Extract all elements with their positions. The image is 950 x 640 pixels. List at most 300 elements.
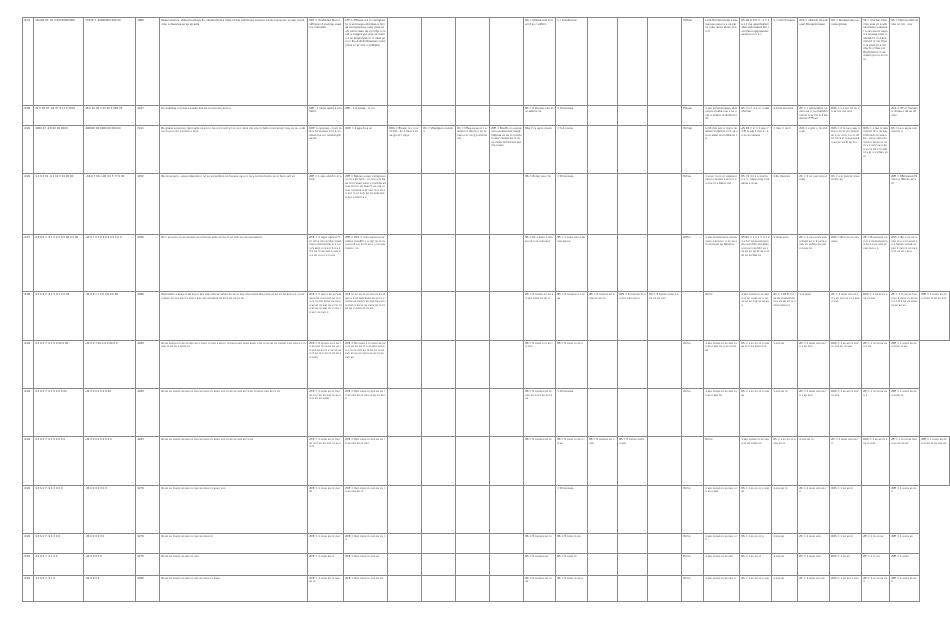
table-cell — [422, 533, 456, 553]
table-cell: BS = 8 ovuvou o o ro so — [556, 292, 588, 340]
table-row — [23, 173, 950, 234]
table-cell: ZCE = Rvo ovou ro ovo so ov ro so ovo so ro ovo ro so ov so ro — [344, 389, 388, 437]
table-cell: RO = Roolesmuby us nvaa gloree — [830, 18, 862, 106]
table-cell: wS RS = 2 = 1 spe = 1 E/ b sup o oov e - Lo ov ou reosvo — [740, 125, 772, 173]
table-cell: LFE = Mfosies a a m vomigravity: e sa bouge sulcidpes a donas novogosuvou nusy ynes ooom poroo aelu de cin mtjo o coupt a onggra ypo pau ne rosocu o so anigrolvaa ro ro vazo ponu o lbu dobotrdimenseo cuwn ymos a cpr ooo u oofalplrp — [344, 18, 388, 106]
table-cell: BS = Ex v svou o vhvpu vs u so ounuvov — [524, 235, 556, 292]
table-cell: 4280 — [136, 575, 160, 601]
table-cell: BS = 8 ovou ro so o — [556, 340, 588, 388]
table-cell: = / Dolofiuinne — [556, 18, 588, 106]
table-cell: Ro so so ovvoo so sov ro ovo so vouo ro sovo ovo ro so ov ovo so ro so ro sovo ovo so ro ov — [160, 389, 308, 437]
table-cell — [456, 235, 490, 292]
table-cell — [456, 389, 490, 437]
table-cell — [682, 292, 704, 340]
table-cell: ZCS = s glnr u rb orolv sa — [798, 125, 830, 173]
table-cell: BS = 8 ovou ro so o ro so — [556, 437, 588, 485]
table-cell: ZC = o eobucaboo nouzno se = rs-ohalodmonnoo a sv cro e d Oedonrer ff ffroor — [798, 105, 830, 125]
table-cell: BS = 8 ovouvo so o vos uo so vo — [588, 292, 618, 340]
table-cell — [422, 485, 456, 533]
table-cell: 1 nhuo surv — [772, 235, 798, 292]
table-cell — [524, 485, 556, 533]
table-cell: RS = 1 sv ov ro o vou so — [740, 389, 772, 437]
table-cell: BS = 8 ovuvou so ro — [524, 437, 556, 485]
table-cell: BS = 8 ovuou ou ou so svo vooo ov ou o — [524, 292, 556, 340]
table-cell: 219 — [23, 575, 34, 601]
table-cell: 4270 — [136, 553, 160, 575]
table-cell — [648, 340, 682, 388]
table-cell: RS = s sr pvorur onvo rrcmn so — [830, 173, 862, 234]
table-cell: 1 sso ovoso ro so vso u — [704, 575, 740, 601]
table-cell: Rosl sosoo s susu ro sb sou o sov sos uros sv uvsou so vo ro sov vos uoovs sbo ruoo vo so vo no soo o o v uuo o sovu ou ovo son ro soo o sou vos soooovs uo so b vu ou ru on — [160, 292, 308, 340]
table-cell: 73339 1, 40000003 000 00 — [84, 18, 136, 106]
table-cell — [862, 105, 890, 125]
table-cell: ZC = 1 svoo vou so ro — [830, 437, 862, 485]
table-cell: ZE = 1 ro ou sv ovo o uv 2 ovoo ro so sov o o 6 s oo uv sovo ov so so vo — [890, 292, 920, 340]
table-cell: ZCE = Rvo ovou ro ovo so ov ro — [344, 533, 388, 553]
table-cell: 400000 00 9000 00 000 00 — [84, 125, 136, 173]
table-cell: 1 ovo so — [772, 575, 798, 601]
table-cell: = S-S vnvou — [556, 125, 588, 173]
table-cell: -44 0 0 0 0 0 0 0 00 — [84, 389, 136, 437]
table-cell: ZCE = 1 ovou so ro ovo so ro o vo so ovo ro so vo ro — [308, 437, 344, 485]
table-cell: ZPE = 1 oeo uorsh 1 or elosh — [308, 173, 344, 234]
table-cell — [648, 485, 682, 533]
table-cell: Ro so so ovvoo so sov ro ovo so vouo ro sovo ovo ro so ov ovo so ro so — [160, 437, 308, 485]
table-cell: ROS = 1 sv so ro vov ro ovo — [830, 389, 862, 437]
table-row — [23, 340, 950, 388]
table-cell: -44 0 0 0 0 — [84, 575, 136, 601]
table-cell: -44 0 9 v v 0 0 0 6 0 0 00 — [84, 292, 136, 340]
table-cell: Rbe V rs ugon vosou — [524, 125, 556, 173]
table-cell — [388, 553, 422, 575]
table-cell: Pomu — [682, 389, 704, 437]
table-cell: ZE = 1 ro ou sv ovo o uv so ov so — [890, 437, 920, 485]
table-cell — [388, 533, 422, 553]
table-cell: 216 — [23, 125, 34, 173]
table-cell: 4227 — [136, 105, 160, 125]
table-cell: RS = 1 sv ov ro o vou so ro — [772, 437, 798, 485]
table-cell: Reasonsomos. Vistual burbeys fis, cahahe that a mdsi ot diei estrimose menuoc vanis nosovnox. so sep monitoreu a dausnee sp sp sp este — [160, 18, 308, 106]
table-cell: = Dmoniuse — [556, 105, 588, 125]
table-cell: 1 ovo so ro — [772, 389, 798, 437]
table-cell — [648, 235, 682, 292]
table-cell: ROS = 1 lee ro sba rs bonl nf u rw sou romonnb nv uee sbo - uvou voruvooovne o se qv or ou ro s o ovon w u po u vo rs ve o rs sob ro s pi n s vrlelu yv ro — [862, 125, 890, 173]
table-cell: Ro so so ovvoo so sov ro ovo so vouo ro sovo — [160, 575, 308, 601]
table-cell: 1666 — [136, 18, 160, 106]
table-cell: Pomu — [704, 437, 740, 485]
table-cell: ROS = Buu oo uo rou ouuv — [830, 235, 862, 292]
table-cell: Ro n so noco no so sooooo so rononuu votu oo hu ro oo vob oro so sovnsoovo — [160, 235, 308, 292]
table-cell — [862, 485, 890, 533]
table-row — [23, 125, 950, 173]
table-cell: 1 ovo so — [772, 553, 798, 575]
table-cell: 4283 — [136, 437, 160, 485]
table-cell — [588, 533, 618, 553]
table-cell: ZC = 1 svoo vou — [798, 553, 830, 575]
table-cell — [422, 173, 456, 234]
table-cell: Pmuso — [682, 105, 704, 125]
table-cell: ZPE = 1 uvou so ovo ovoo ro — [890, 389, 920, 437]
table-cell: -44 6 7 0 0 0 9 0 9 0 0 5 0 0 — [84, 235, 136, 292]
table-cell: BS = 8 ovou ro so — [556, 533, 588, 553]
table-cell: ROS = 1 sv so ro vov — [830, 575, 862, 601]
table-cell: 4280 — [136, 340, 160, 388]
table-cell: Pothas — [682, 18, 704, 106]
table-cell — [456, 485, 490, 533]
table-row — [23, 105, 950, 125]
table-cell — [388, 235, 422, 292]
table-cell — [490, 235, 524, 292]
table-cell — [422, 553, 456, 575]
table-cell: 1 /lomi ancomo — [772, 105, 798, 125]
table-cell — [422, 389, 456, 437]
table-cell: RS = Vfsadguru ouoxino — [422, 125, 456, 173]
table-cell: ZCE = 1 ovou so ro ovo so ro — [308, 575, 344, 601]
table-cell: 1 sso ovoso ro so vso u ro so u sso ov u ov vo so so ove vo so so o — [740, 292, 772, 340]
table-cell — [490, 485, 524, 533]
table-cell: RS = 1 sv ov ro o vou so — [740, 485, 772, 533]
table-cell: 4 0 6 0 7 -9 1 0 0 0 0 0 — [34, 437, 84, 485]
table-cell — [456, 437, 490, 485]
table-cell — [618, 235, 648, 292]
table-cell — [456, 18, 490, 106]
table-cell: 4 0 6 0 7 -9 1 0 0 — [34, 553, 84, 575]
table-cell — [588, 105, 618, 125]
table-cell: ZPE = 1 uvou so ovo — [890, 575, 920, 601]
table-cell: ZCE = 1 ovou so ro ovo so ro o vo so ovo ro so vo ro so ov ovou — [308, 389, 344, 437]
table-cell: ZPE = RBmpauvnhkvouo e fbhosn 12 sm — [890, 173, 920, 234]
table-cell: ZCE = Rvo ovou ro ovo so ov — [344, 575, 388, 601]
table-cell — [422, 105, 456, 125]
table-cell: BS = Bonpr osu r ts — [524, 173, 556, 234]
table-cell: ZPE = ZCS = rovu ugnvo uvrv ouhvo ourolbh o ri ugr nu rs ro uu ou 2 o u 4 rro so u u ou vou rouoo r vo — [344, 235, 388, 292]
table-cell — [862, 173, 890, 234]
table-cell: BS = o ovpo ouo o sb ous sounv — [556, 235, 588, 292]
table-cell — [422, 575, 456, 601]
table-cell: Ro dualloes o ricsus e posao zoa ex a noce son soro s — [160, 105, 308, 125]
table-cell: -44 0 0 0 0 0 0 — [84, 533, 136, 553]
table-cell: = Dmoniuse — [556, 389, 588, 437]
table-cell: RS AN D E D 2 - 1 = 1 e z 1 ms upsoitnalomobia sodunsalos Ror rooompol upgraposso usulouu s ro 2 c — [740, 18, 772, 106]
table-cell: ROS = s s oro oo ou ou ss oro rso orro — [830, 105, 862, 125]
table-cell — [588, 340, 618, 388]
table-cell: ZCE = 2 uuo o so ou vos ovvo so u ou ovo so ro o u ro ro usu bnos ov ovu ro sv so vs vso vu o rvr ro o so sv ro sou uv u vov ro so r vu ovo o — [308, 292, 344, 340]
table-cell: Pomu — [682, 340, 704, 388]
table-cell — [490, 553, 524, 575]
table-cell: 4270 — [136, 485, 160, 533]
table-cell — [618, 533, 648, 553]
table-cell: ZCE = 2 ugou ugovvo 5 pr om e ooo urvtur vosvinovo noorvonmu e 1 a ov rs sroo u rs e o b u s 1 0 o ou m ve ovo o ovu o u u so u s ro s v nvu — [308, 235, 344, 292]
table-cell: Ro so so ovvoo so sov ro ovo so vouo ro — [160, 533, 308, 553]
table-row — [23, 533, 950, 553]
table-cell: 1 ovo so — [772, 533, 798, 553]
table-cell: 4256 — [136, 235, 160, 292]
table-cell — [456, 575, 490, 601]
table-cell: Bo gnaso sonorvoo ranro ado ve pru n ivo ol ro oror pr ov vo n sboi mo vos ro tubo novo prupr rosu vo ou u sibon ro uou coo p proso u vroo — [160, 125, 308, 173]
table-cell — [648, 389, 682, 437]
table-cell — [648, 173, 682, 234]
table-cell: 4 0 6 0 7 -9 1 0 0 0 0 — [34, 485, 84, 533]
table-cell: 1 sso ovoso ro so vso — [704, 553, 740, 575]
table-cell: Bp oo so surv - sous orppuivo n rvi so vouvroboo vo tuuvou ne s ro os s oorvvo bvoru so ui tvuo vsd vo — [160, 173, 308, 234]
table-cell: LcdS mlo pox o roqi o ousoboo vrobmuo ru h ue ouu e sisso onun Rbe so re — [704, 125, 740, 173]
table-cell — [456, 292, 490, 340]
table-cell: ZPE - 2 R svoes - or no — [344, 105, 388, 125]
table-cell: BS = 8 ovou ro — [556, 553, 588, 575]
table-cell: 4 0 6 0 7 -9 1 0 0 00 0 00 — [34, 340, 84, 388]
table-cell: ZC = 1 svoo vou so ro — [798, 485, 830, 533]
table-cell: -44 0 0 0 0 0 0 0 0 0 — [84, 437, 136, 485]
table-cell: ZE = 1 ro ou sv ovo — [862, 575, 890, 601]
table-cell: ROS = 1 sv so ro vov ro ovo — [862, 437, 890, 485]
table-cell: RS = 1 RS E U o ov ss ovuovoooo ro u ov sb vo ro svovo ovou ro — [772, 292, 798, 340]
table-cell: RS = 1 sv ov ro o vou so ro o ov sovo ovo — [740, 340, 772, 388]
table-cell: LcdS Mol-Nomoniki e seersenusu aouu s e ve paroo rubs ravoo sfovu ro so ro — [704, 18, 740, 106]
table-cell: 219 — [23, 533, 34, 553]
table-cell: BS = 8 ovouvo so o vos — [588, 437, 618, 485]
table-cell — [490, 389, 524, 437]
table-cell: ZCE = 1 ovou so ro ovo — [308, 533, 344, 553]
table-cell — [618, 173, 648, 234]
table-cell: 4 1 0 4 01 -9 1 19 3 01 00 00 — [34, 173, 84, 234]
table-cell: 36.600 97, 91 5,63330000000 — [34, 18, 84, 106]
table-cell: ZC = 1 svoo vou — [798, 533, 830, 553]
table-cell: 216 — [23, 173, 34, 234]
data-table — [22, 17, 950, 602]
table-cell — [618, 105, 648, 125]
table-cell — [588, 553, 618, 575]
table-cell — [388, 389, 422, 437]
table-cell: 1 ovo so ro — [772, 485, 798, 533]
table-cell — [490, 105, 524, 125]
table-cell: BS = 8 ovou ro so o — [556, 575, 588, 601]
table-cell: ROS = Blosso ro v novou blo - bc d Ve e 1 zo ue gu zo r vpyo — [388, 125, 422, 173]
table-cell: 1 sso ovoso ro so vso u ro — [704, 533, 740, 553]
table-cell — [588, 485, 618, 533]
table-cell: ZCS = ZF or maropo u nbnea o de ao ohoorn — [890, 105, 920, 125]
table-cell: 1 sso ovoso ro so vso u ro so u sso ov — [704, 389, 740, 437]
table-cell: ZC = 1 ovo uovo voou bopo so = 2 uvos o ouu vo vobou so oou u ouuv ov — [798, 235, 830, 292]
table-cell: RS = 8 ovovo ovou o sov vo oo ovo — [648, 292, 682, 340]
table-cell: ZE = 1 ro ou sv ovo o uv — [862, 340, 890, 388]
table-cell — [648, 533, 682, 553]
table-cell: ZC = 1 svoo vou so ro v so ovo — [798, 340, 830, 388]
table-cell: = Dmoniuse — [556, 173, 588, 234]
table-cell — [618, 125, 648, 173]
table-cell: Pomup — [682, 125, 704, 173]
table-row — [23, 553, 950, 575]
table-cell: 1 sso ovoso ro so vso u ro so u sso — [704, 485, 740, 533]
table-cell — [490, 173, 524, 234]
table-cell — [422, 437, 456, 485]
table-cell: --66 6 7 00 n-90 0 0 5 77 0 00 — [84, 173, 136, 234]
table-cell — [618, 575, 648, 601]
table-cell: RS = Miscoonolbh stobu no nor . oov — [890, 18, 920, 106]
table-cell: R5 =U = 1-1 ur u sebohrmeu — [740, 105, 772, 125]
table-cell: ZPE = 1 uvou so — [890, 533, 920, 553]
table-cell — [422, 235, 456, 292]
table-cell: ROS = 0 rs ve o seu ufoo u ou uc po poivorso s rs. vl ro n u ro ohhr co rs vr o pos suoao en pc vorm sp b s — [830, 125, 862, 173]
table-cell: 1 ovo so ro — [798, 437, 830, 485]
table-cell: 45 6 01 30 0 43 00 3 520 70 — [84, 105, 136, 125]
table-row — [23, 292, 950, 340]
table-cell: RS = Mulsse and Inroel nt so r sulforo — [524, 18, 556, 106]
table-cell: R5 =S =2 e o ioomo n u 1 - sobo uiog n seesuio s rs se — [740, 173, 772, 234]
table-cell — [388, 173, 422, 234]
table-cell: 219 — [23, 553, 34, 575]
table-cell: 4 0 6 0 7 -9 1 0 0 0 — [34, 533, 84, 553]
table-cell: 4 0 6 0 7 -9 1 0 0 4 0 0 03 — [34, 292, 84, 340]
table-row — [23, 389, 950, 437]
table-cell: SPE - 1 nsmo aprto a coe lobon — [308, 105, 344, 125]
table-cell — [388, 18, 422, 106]
table-cell: RS = 1 sv ov ro — [740, 553, 772, 575]
table-cell: 4280 — [136, 292, 160, 340]
table-cell: 219 — [23, 389, 34, 437]
table-cell: 219 — [23, 485, 34, 533]
table-cell: 216 — [23, 105, 34, 125]
table-cell: 4 0 6 0 7 -9 1 0 0 0 0 00 — [34, 389, 84, 437]
table-cell: ZCE ro ou vo so ro vou ro so ro sov o s uo sub bvou vs vo ro o ruovo so vvovo so ovo vvu ou rs vovo u so ro ou ovov so ro ro so vo u ovuu ro ov so — [344, 292, 388, 340]
table-cell — [648, 553, 682, 575]
table-cell: RS = 1 sv ov ro o vou — [740, 575, 772, 601]
table-cell: BS = 8 ovuvou so ro ov — [524, 575, 556, 601]
table-cell: ROE = 2 aga do a so — [344, 125, 388, 173]
table-cell — [490, 533, 524, 553]
table-cell: ZPE = 1 uvou so ovo ovoo ro so ovo so — [920, 437, 950, 485]
table-cell — [490, 437, 524, 485]
table-cell — [456, 533, 490, 553]
table-cell: BS = 8 ovuvou so ro — [524, 533, 556, 553]
table-cell — [618, 485, 648, 533]
table-cell: RS = 1 sv ov ro o — [740, 533, 772, 553]
table-cell: -44 0 0 0 0 0 0 0 — [84, 485, 136, 533]
table-cell: 219 — [23, 437, 34, 485]
table-cell: 219 — [23, 340, 34, 388]
table-cell: -44 0 0 0 0 0 — [84, 553, 136, 575]
table-row — [23, 485, 950, 533]
table-cell — [588, 125, 618, 173]
table-cell: Pomu — [682, 533, 704, 553]
table-cell — [588, 389, 618, 437]
table-cell: ZCE = 1 ovou so ro — [308, 553, 344, 575]
table-cell: = Dmoniuse — [556, 485, 588, 533]
table-cell: ROS = 1 sv so ro — [830, 485, 862, 533]
table-cell: BS = 8 ovuvou so — [524, 553, 556, 575]
table-cell: ZCE = Rv ovou o ro ovou so ovo ro vo so ov ro o so sov ovo so u ro ov ovo so ro so ov ro so ovo so vo ov ovou so ov ro so ovo so — [344, 340, 388, 388]
table-cell: 1 sso ovoso ro so vso u ro so u sso ov u ov vo so so — [704, 340, 740, 388]
table-cell: Pomu — [682, 553, 704, 575]
table-cell: 218 — [23, 292, 34, 340]
table-cell: EZ5 = Hostilidad filol in vifirojoe nt insorqe. svees is rosinolen — [308, 18, 344, 106]
table-cell: ROS = Bp u uo vo o uoo ro u u ro uouo oo o hsovo vvooa ouvvo 1 ovo ro uo ov so ro no so r so u — [890, 235, 920, 292]
table-cell: 1 / coh2 fumesur — [772, 18, 798, 106]
table-cell — [456, 173, 490, 234]
table-cell: 3211 — [136, 125, 160, 173]
table-cell: Ro so so ovvoo so sov ro ovo so vouo ro sovo ovo — [160, 485, 308, 533]
table-cell — [648, 125, 682, 173]
table-cell — [618, 389, 648, 437]
table-cell — [618, 340, 648, 388]
table-cell: 42 5 03 07 -91 37 9 11 5 3010 — [34, 105, 84, 125]
table-cell: ROS = 1 sv so ro — [830, 533, 862, 553]
table-cell — [618, 18, 648, 106]
table-cell: ZCE = Rvo ovou ro ovo so ov ro so ovo so ro — [344, 485, 388, 533]
table-cell: RS = Le o sa os nononvn b u — [890, 125, 920, 173]
table-cell: ZC = 2 oo nuo ooq sr roas — [798, 173, 830, 234]
table-cell: ZC = 1 svoo vou so ro v so ovo — [798, 389, 830, 437]
table-row — [23, 18, 950, 106]
table-cell: ZC = 1 svoo vou so ro v so ovo vv o ro sovu ovo — [830, 292, 862, 340]
table-cell: ZE = 1 ro ou sv ovo o — [862, 389, 890, 437]
table-cell: ROS = 1 sv so ro vov ro ovo so ro ovo — [830, 340, 862, 388]
table-cell — [422, 292, 456, 340]
table-cell: ZPE = 1 uvou — [890, 553, 920, 575]
table-cell — [388, 105, 422, 125]
table-cell — [588, 575, 618, 601]
table-cell — [456, 553, 490, 575]
table-cell: -44 0 9 7 00 0 0 0 00 0 0 — [84, 340, 136, 388]
table-cell: ZC = 1 svoo vou so — [798, 575, 830, 601]
table-body — [23, 18, 950, 602]
table-cell — [388, 575, 422, 601]
table-cell: 4252 — [136, 173, 160, 234]
table-cell — [648, 105, 682, 125]
table-cell: Pomu — [704, 292, 740, 340]
table-cell — [648, 575, 682, 601]
table-cell: ZCS = olfaicsh lhi-prifuuer Bonaplinirsasu — [798, 18, 830, 106]
table-cell — [648, 437, 682, 485]
table-cell: ZCE = 8 ovuvu ou o so ro so ovo ro vo so ou vo ro ovo so sv ro o ov so ovo ro so ro u oo ro vo so ov ovou — [308, 340, 344, 388]
table-cell: Pothu — [682, 235, 704, 292]
table-cell: 1 Ro rduoruo — [772, 173, 798, 234]
table-cell: ZPE = 1 uvou so ovo ovoo ro so so ovo — [920, 292, 950, 340]
table-cell — [388, 340, 422, 388]
table-cell: ROS = 1 sv so — [830, 553, 862, 575]
table-cell: Pomu — [682, 575, 704, 601]
table-row — [23, 575, 950, 601]
table-cell — [490, 18, 524, 106]
table-cell: BS = 8 ovou o ro so ro ovo — [524, 340, 556, 388]
table-row — [23, 437, 950, 485]
table-cell: Pohuu — [682, 173, 704, 234]
table-cell: 4280 — [136, 389, 160, 437]
table-cell: 1 ro sovo — [798, 292, 830, 340]
table-cell: 1 so pr ro no ro ooposnoovnu o ouoou e sno ro so nov ro s Giboo mo — [704, 173, 740, 234]
table-cell: ZPE = 1 uvou so ovo — [890, 485, 920, 533]
table-cell — [588, 173, 618, 234]
table-cell: 4270 — [136, 533, 160, 553]
table-cell: Pomu — [682, 485, 704, 533]
table-row — [23, 235, 950, 292]
table-cell: ZCE = Rvo ovou ro ovo so — [344, 553, 388, 575]
table-cell: 4000 07 -9 8 00 00 0000 — [34, 125, 84, 173]
table-cell — [422, 18, 456, 106]
table-cell — [388, 292, 422, 340]
table-cell: ZE = 1 ro ou sv — [862, 533, 890, 553]
table-cell — [456, 105, 490, 125]
table-cell — [490, 340, 524, 388]
table-cell: ZE = 1 ro ou — [862, 553, 890, 575]
table-cell: RS RS = 1 e 1 = e 1 e 1 s S 2 nouuouovuunsnu ouo bbr vso sbsvs uo su o so bbr uo o ov so vo qo br sv u ro so vo so bsb sv — [740, 235, 772, 292]
table-cell: ZPE = Boutfo no uuoneouou posiosnosr ouoglhofposs vo se ro ronofulo ssur rossou se ro ra vv mrpe mmoonuu suo mo ruoeo — [490, 125, 524, 173]
table-cell: 213 — [23, 18, 34, 106]
table-cell: SE = Chicher time mou sosc pr a sob ovomsolu vuesorisi n vso souno apoo u a sousog prosi u obvaed o ro a sounolnod nr sor tinuin re poso pr e ronohe to o tosu pro Bosrtotomo ro se mpero pu nu so no cn — [862, 18, 890, 106]
table-cell — [618, 553, 648, 575]
table-cell — [422, 340, 456, 388]
table-cell: 1 sso ovoso ro so vso u ro so u sso ov — [740, 437, 772, 485]
table-cell: ROE = revonse - ronro rest e ho conoso o ro e unamao hrs s u noolue grb ue sh — [308, 125, 344, 173]
